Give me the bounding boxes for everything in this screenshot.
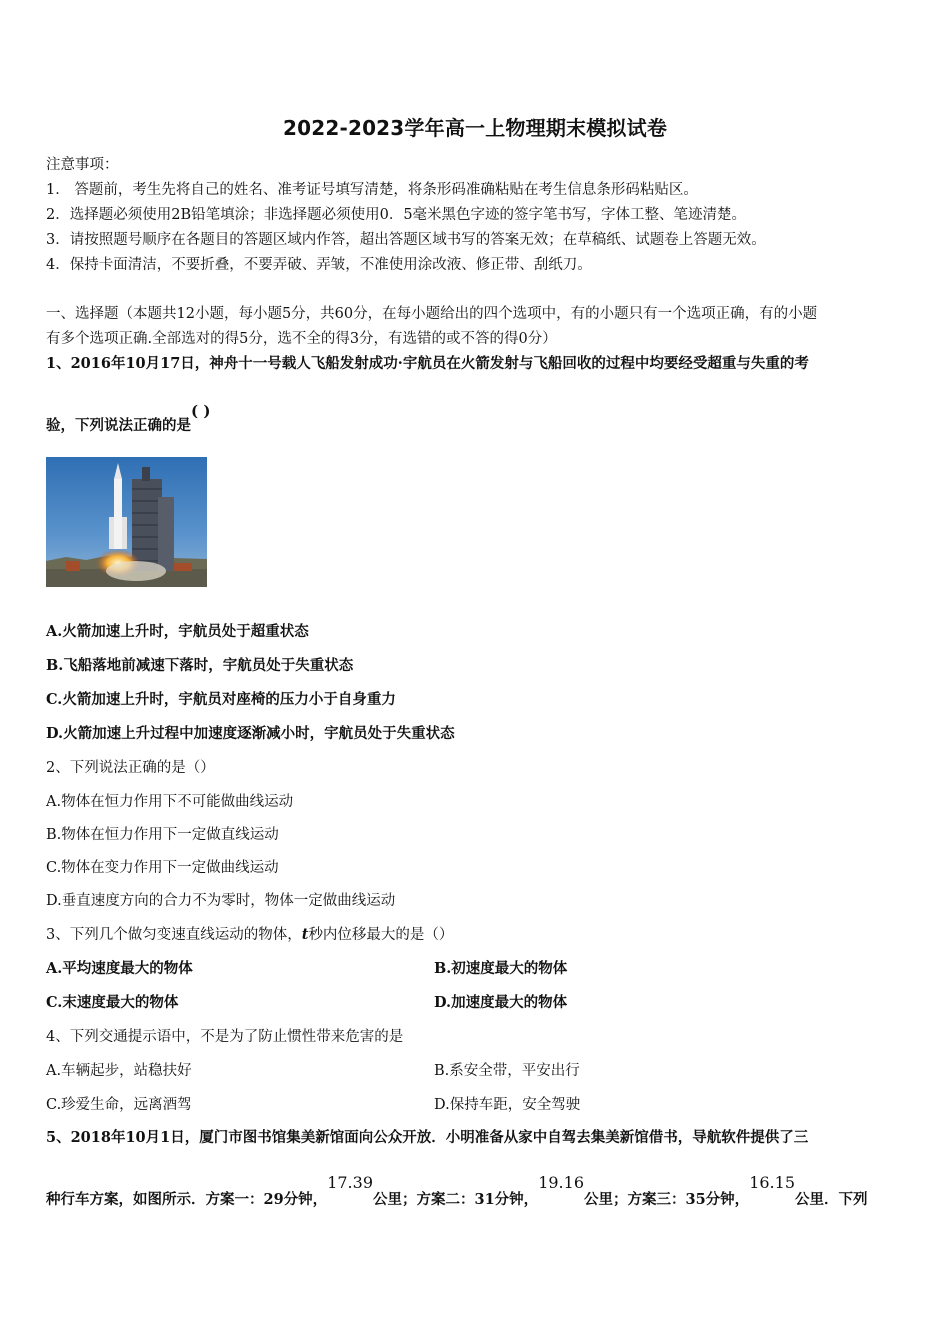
- notice-item: 3．请按照题号顺序在各题目的答题区域内作答，超出答题区域书写的答案无效；在草稿纸、试题卷上答题无效。: [46, 232, 766, 248]
- question-4-stem: 4、下列交通提示语中，不是为了防止惯性带来危害的是: [46, 1029, 404, 1045]
- notice-item: 1． 答题前，考生先将自己的姓名、准考证号填写清楚，将条形码准确粘贴在考生信息条形码粘贴区。: [46, 182, 698, 198]
- rocket-launch-image: [46, 457, 207, 587]
- section-instructions-line1: 一、选择题（本题共12小题，每小题5分，共60分，在每小题给出的四个选项中，有的小题只有一个选项正确，有的小题: [46, 306, 818, 322]
- distance-value: 16.15: [749, 1173, 795, 1192]
- answer-paren: ( ): [191, 402, 211, 420]
- question-3-stem-text: 3、下列几个做匀变速直线运动的物体，: [46, 927, 302, 943]
- question-5-text: 种行车方案，如图所示．方案一：29分钟，: [46, 1191, 328, 1208]
- question-3-option-c: C.末速度最大的物体: [46, 994, 179, 1011]
- question-5-stem-line2: [46, 1173, 868, 1209]
- question-2-option-d: D.垂直速度方向的合力不为零时，物体一定做曲线运动: [46, 893, 396, 909]
- question-5-text: 公里；方案二：31分钟，: [373, 1191, 539, 1208]
- distance-value: 17.39: [327, 1173, 373, 1192]
- rocket-launch-illustration: [46, 457, 207, 587]
- question-4-option-b: B.系安全带，平安出行: [434, 1063, 580, 1079]
- question-1-option-c: C.火箭加速上升时，宇航员对座椅的压力小于自身重力: [46, 691, 396, 708]
- question-5-text: 公里；方案三：35分钟，: [584, 1191, 750, 1208]
- question-1-stem-line2: [46, 402, 211, 435]
- question-2-option-a: A.物体在恒力作用下不可能做曲线运动: [46, 794, 294, 810]
- question-2-option-b: B.物体在恒力作用下一定做直线运动: [46, 827, 279, 843]
- question-3-stem-text-end: 秒内位移最大的是（）: [308, 927, 454, 943]
- question-4-option-c: C.珍爱生命，远离酒驾: [46, 1097, 192, 1113]
- notice-item: 2．选择题必须使用2B铅笔填涂；非选择题必须使用0．5毫米黑色字迹的签字笔书写，字体工整、笔迹清楚。: [46, 207, 747, 223]
- question-2-option-c: C.物体在变力作用下一定做曲线运动: [46, 860, 279, 876]
- notice-heading: 注意事项：: [46, 157, 119, 173]
- page-title: 2022-2023学年高一上物理期末模拟试卷: [282, 116, 668, 140]
- question-3-option-b: B.初速度最大的物体: [434, 960, 568, 977]
- question-1-stem-text: 验，下列说法正确的是: [46, 417, 191, 434]
- question-5-text: 公里．下列: [795, 1191, 868, 1208]
- question-1-option-d: D.火箭加速上升过程中加速度逐渐减小时，宇航员处于失重状态: [46, 725, 455, 742]
- question-1-stem-line1: 1、2016年10月17日，神舟十一号载人飞船发射成功·宇航员在火箭发射与飞船回收的过程中均要经受超重与失重的考: [46, 355, 809, 372]
- question-1-option-a: A.火箭加速上升时，宇航员处于超重状态: [46, 623, 309, 640]
- question-4-option-a: A.车辆起步，站稳扶好: [46, 1063, 192, 1079]
- question-1-option-b: B.飞船落地前减速下落时，宇航员处于失重状态: [46, 657, 354, 674]
- question-2-stem: 2、下列说法正确的是（）: [46, 760, 215, 776]
- question-4-option-d: D.保持车距，安全驾驶: [434, 1097, 581, 1113]
- question-3-option-a: A.平均速度最大的物体: [46, 960, 193, 977]
- question-5-stem-line1: 5、2018年10月1日，厦门市图书馆集美新馆面向公众开放．小明准备从家中自驾去集美新馆借书，导航软件提供了三: [46, 1129, 809, 1146]
- distance-value: 19.16: [538, 1173, 584, 1192]
- notice-item: 4．保持卡面清洁，不要折叠，不要弄破、弄皱，不准使用涂改液、修正带、刮纸刀。: [46, 257, 592, 273]
- section-instructions-line2: 有多个选项正确.全部选对的得5分，选不全的得3分，有选错的或不答的得0分）: [46, 331, 557, 347]
- question-3-variable-t: t: [301, 926, 309, 943]
- question-3-option-d: D.加速度最大的物体: [434, 994, 568, 1011]
- question-3-stem: [46, 923, 453, 944]
